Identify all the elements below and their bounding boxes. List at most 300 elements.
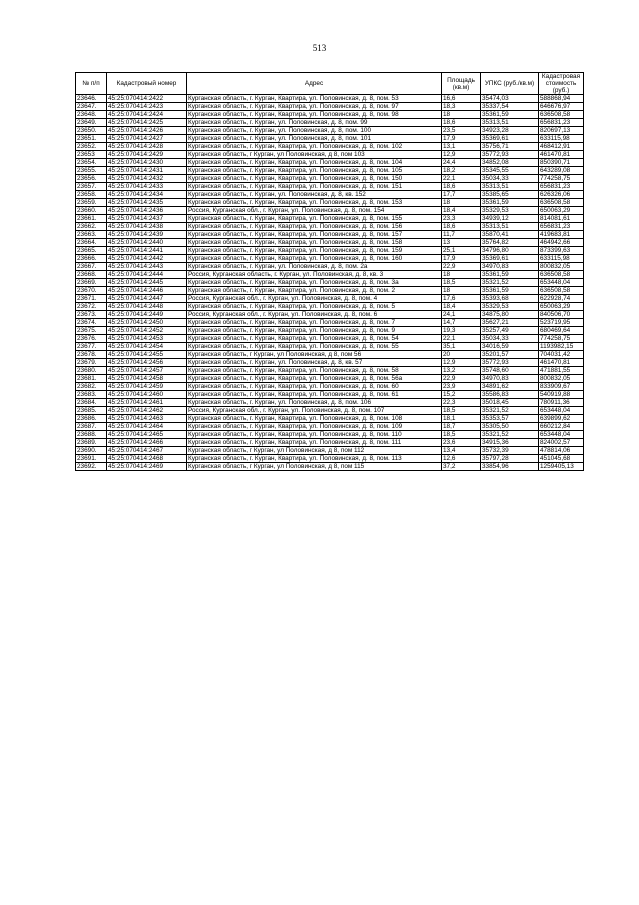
table-row bbox=[76, 199, 584, 207]
table-row bbox=[76, 143, 584, 151]
cadastral-number: 45:25:070414:2445 bbox=[107, 279, 187, 287]
table-row bbox=[76, 279, 584, 287]
cadastral-cost: 656831,23 bbox=[539, 183, 584, 191]
table-row bbox=[76, 383, 584, 391]
address: Курганская область, г. Курган, Квартира, ул. Половинская, д. 8, пом. 9 bbox=[187, 327, 442, 335]
cadastral-number: 45:25:070414:2432 bbox=[107, 175, 187, 183]
address: Курганская область, г. Курган, Квартира, ул. Половинская, д. 8, пом. 157 bbox=[187, 231, 442, 239]
cadastral-number: 45:25:070414:2439 bbox=[107, 231, 187, 239]
area: 17,6 bbox=[442, 295, 481, 303]
cadastral-number: 45:25:070414:2425 bbox=[107, 119, 187, 127]
table-row bbox=[76, 103, 584, 111]
row-number: 23648. bbox=[76, 111, 107, 119]
table-row bbox=[76, 135, 584, 143]
cadastral-cost: 656831,23 bbox=[539, 119, 584, 127]
table-row bbox=[76, 311, 584, 319]
cadastral-cost: 650063,29 bbox=[539, 207, 584, 215]
table-row bbox=[76, 119, 584, 127]
cadastral-number: 45:25:070414:2463 bbox=[107, 415, 187, 423]
area: 12,9 bbox=[442, 359, 481, 367]
cadastral-number: 45:25:070414:2450 bbox=[107, 319, 187, 327]
area: 18,4 bbox=[442, 207, 481, 215]
table-row bbox=[76, 455, 584, 463]
table-row bbox=[76, 183, 584, 191]
area: 18,6 bbox=[442, 119, 481, 127]
table-row bbox=[76, 463, 584, 471]
table-row bbox=[76, 343, 584, 351]
cadastral-cost: 656831,23 bbox=[539, 223, 584, 231]
cadastral-cost: 461470,81 bbox=[539, 359, 584, 367]
address: Курганская область, г. Курган, ул. Половинская, д. 8, кв. 57 bbox=[187, 359, 442, 367]
area: 18,3 bbox=[442, 103, 481, 111]
row-number: 23681. bbox=[76, 375, 107, 383]
cadastral-number: 45:25:070414:2448 bbox=[107, 303, 187, 311]
upks: 35385,65 bbox=[481, 191, 539, 199]
row-number: 23687. bbox=[76, 423, 107, 431]
cadastral-cost: 643289,08 bbox=[539, 167, 584, 175]
address: Курганская область, г. Курган, ул. Половинская, д. 8, кв. 152 bbox=[187, 191, 442, 199]
address: Курганская область, г. Курган, Квартира, ул. Половинская, д. 8, пом. 98 bbox=[187, 111, 442, 119]
area: 15,2 bbox=[442, 391, 481, 399]
cadastral-cost: 653448,04 bbox=[539, 407, 584, 415]
cadastral-number: 45:25:070414:2458 bbox=[107, 375, 187, 383]
cadastral-cost: 774258,75 bbox=[539, 335, 584, 343]
area: 18,6 bbox=[442, 223, 481, 231]
upks: 35870,41 bbox=[481, 231, 539, 239]
row-number: 23658. bbox=[76, 191, 107, 199]
table-row bbox=[76, 223, 584, 231]
table-row bbox=[76, 207, 584, 215]
cadastral-number: 45:25:070414:2456 bbox=[107, 359, 187, 367]
upks: 34923,28 bbox=[481, 127, 539, 135]
upks: 35345,55 bbox=[481, 167, 539, 175]
upks: 35257,49 bbox=[481, 327, 539, 335]
table-header-row bbox=[76, 73, 584, 95]
cadastral-cost: 840506,70 bbox=[539, 311, 584, 319]
upks: 34939,12 bbox=[481, 215, 539, 223]
area: 20 bbox=[442, 351, 481, 359]
area: 22,3 bbox=[442, 399, 481, 407]
address: Курганская область, г. Курган, Квартира, ул. Половинская, д. 8, пом. 105 bbox=[187, 167, 442, 175]
row-number: 23672. bbox=[76, 303, 107, 311]
address: Курганская область, г Курган, ул Половинская, д 8, пом 115 bbox=[187, 463, 442, 471]
cadastral-number: 45:25:070414:2436 bbox=[107, 207, 187, 215]
upks: 34970,83 bbox=[481, 263, 539, 271]
area: 13,1 bbox=[442, 143, 481, 151]
cadastral-cost: 639899,62 bbox=[539, 415, 584, 423]
row-number: 23667. bbox=[76, 263, 107, 271]
table-row bbox=[76, 351, 584, 359]
upks: 34915,36 bbox=[481, 439, 539, 447]
upks: 35201,57 bbox=[481, 351, 539, 359]
cadastral-cost: 850390,71 bbox=[539, 159, 584, 167]
row-number: 23656. bbox=[76, 175, 107, 183]
address: Курганская область, г Курган, ул Половинская, д 8, пом 56 bbox=[187, 351, 442, 359]
upks: 34970,83 bbox=[481, 375, 539, 383]
address: Россия, Курганская обл., г. Курган, ул. Половинская, д. 8, пом. 107 bbox=[187, 407, 442, 415]
upks: 35313,51 bbox=[481, 223, 539, 231]
cadastral-number: 45:25:070414:2429 bbox=[107, 151, 187, 159]
table-row bbox=[76, 407, 584, 415]
upks: 35361,59 bbox=[481, 111, 539, 119]
table-body bbox=[76, 95, 584, 471]
row-number: 23646. bbox=[76, 95, 107, 103]
cadastral-cost: 1259405,13 bbox=[539, 463, 584, 471]
row-number: 23668. bbox=[76, 271, 107, 279]
cadastral-cost: 660212,84 bbox=[539, 423, 584, 431]
address: Курганская область, г. Курган, Квартира, ул. Половинская, д. 8, пом. 102 bbox=[187, 143, 442, 151]
address: Курганская область, г. Курган, Квартира, ул. Половинская, д. 8, пом. 113 bbox=[187, 455, 442, 463]
table-row bbox=[76, 287, 584, 295]
cadastral-cost: 451045,68 bbox=[539, 455, 584, 463]
table-row bbox=[76, 263, 584, 271]
upks: 35756,71 bbox=[481, 143, 539, 151]
table-row bbox=[76, 439, 584, 447]
area: 17,9 bbox=[442, 135, 481, 143]
cadastral-cost: 653448,04 bbox=[539, 279, 584, 287]
area: 24,4 bbox=[442, 159, 481, 167]
address: Курганская область, г. Курган, Квартира, ул. Половинская, д. 8, пом. 3а bbox=[187, 279, 442, 287]
upks: 35313,51 bbox=[481, 119, 539, 127]
address: Курганская область, г. Курган, Квартира, ул. Половинская, д. 8, пом. 155 bbox=[187, 215, 442, 223]
upks: 35627,21 bbox=[481, 319, 539, 327]
table-row bbox=[76, 319, 584, 327]
address: Курганская область, г. Курган, Квартира, ул. Половинская, д. 8, пом. 53 bbox=[187, 95, 442, 103]
cadastral-cost: 1193982,15 bbox=[539, 343, 584, 351]
cadastral-number: 45:25:070414:2431 bbox=[107, 167, 187, 175]
row-number: 23690. bbox=[76, 447, 107, 455]
cadastral-cost: 471881,55 bbox=[539, 367, 584, 375]
cadastral-cost: 419683,81 bbox=[539, 231, 584, 239]
cadastral-number: 45:25:070414:2446 bbox=[107, 287, 187, 295]
upks: 35797,28 bbox=[481, 455, 539, 463]
upks: 35369,61 bbox=[481, 135, 539, 143]
page-number: 513 bbox=[312, 43, 327, 53]
area: 18,5 bbox=[442, 279, 481, 287]
cadastral-cost: 680469,64 bbox=[539, 327, 584, 335]
row-number: 23675. bbox=[76, 327, 107, 335]
area: 23,3 bbox=[442, 215, 481, 223]
area: 17,7 bbox=[442, 191, 481, 199]
row-number: 23669. bbox=[76, 279, 107, 287]
cadastral-number: 45:25:070414:2441 bbox=[107, 247, 187, 255]
cadastral-cost: 636508,58 bbox=[539, 287, 584, 295]
address: Курганская область, г. Курган, Квартира, ул. Половинская, д. 8, пом. 110 bbox=[187, 431, 442, 439]
cadastral-number: 45:25:070414:2438 bbox=[107, 223, 187, 231]
row-number: 23679. bbox=[76, 359, 107, 367]
area: 14,7 bbox=[442, 319, 481, 327]
table-row bbox=[76, 127, 584, 135]
cadastral-cost: 653448,04 bbox=[539, 431, 584, 439]
table-row bbox=[76, 431, 584, 439]
area: 17,9 bbox=[442, 255, 481, 263]
upks: 35772,93 bbox=[481, 359, 539, 367]
area: 18,5 bbox=[442, 407, 481, 415]
row-number: 23665. bbox=[76, 247, 107, 255]
row-number: 23680. bbox=[76, 367, 107, 375]
area: 37,2 bbox=[442, 463, 481, 471]
table-row bbox=[76, 175, 584, 183]
cadastral-number: 45:25:070414:2454 bbox=[107, 343, 187, 351]
upks: 35321,52 bbox=[481, 431, 539, 439]
address: Курганская область, г. Курган, Квартира, ул. Половинская, д. 8, пом. 109 bbox=[187, 423, 442, 431]
row-number: 23670. bbox=[76, 287, 107, 295]
cadastral-number: 45:25:070414:2467 bbox=[107, 447, 187, 455]
cadastral-cost: 464942,66 bbox=[539, 239, 584, 247]
cadastral-number: 45:25:070414:2426 bbox=[107, 127, 187, 135]
row-number: 23691. bbox=[76, 455, 107, 463]
row-number: 23677. bbox=[76, 343, 107, 351]
address: Курганская область, г. Курган, ул. Половинская, д. 8, пом. 101 bbox=[187, 135, 442, 143]
area: 16,6 bbox=[442, 95, 481, 103]
table-row bbox=[76, 255, 584, 263]
row-number: 23671. bbox=[76, 295, 107, 303]
cadastral-cost: 523719,95 bbox=[539, 319, 584, 327]
address: Курганская область, г. Курган, Квартира, ул. Половинская, д. 8, пом. 5 bbox=[187, 303, 442, 311]
cadastral-number: 45:25:070414:2466 bbox=[107, 439, 187, 447]
cadastral-cost: 622928,74 bbox=[539, 295, 584, 303]
cadastral-cost: 646676,97 bbox=[539, 103, 584, 111]
cadastral-number: 45:25:070414:2447 bbox=[107, 295, 187, 303]
address: Курганская область, г Курган, ул Половинская, д 8, пом 112 bbox=[187, 447, 442, 455]
area: 22,9 bbox=[442, 263, 481, 271]
address: Курганская область, г. Курган, Квартира, ул. Половинская, д. 8, пом. 58 bbox=[187, 367, 442, 375]
area: 22,9 bbox=[442, 375, 481, 383]
upks: 35018,45 bbox=[481, 399, 539, 407]
row-number: 23684. bbox=[76, 399, 107, 407]
cadastral-number: 45:25:070414:2444 bbox=[107, 271, 187, 279]
area: 23,9 bbox=[442, 383, 481, 391]
table-row bbox=[76, 423, 584, 431]
address: Курганская область, г. Курган, Квартира, ул. Половинская, д. 8, пом. 158 bbox=[187, 239, 442, 247]
address: Курганская область, г. Курган, Квартира, ул. Половинская, д. 8, пом. 104 bbox=[187, 159, 442, 167]
area: 23,5 bbox=[442, 127, 481, 135]
address: Курганская область, г. Курган, Квартира, ул. Половинская, д. 8, пом. 55 bbox=[187, 343, 442, 351]
upks: 35764,82 bbox=[481, 239, 539, 247]
cadastral-number: 45:25:070414:2430 bbox=[107, 159, 187, 167]
table-row bbox=[76, 215, 584, 223]
cadastral-cost: 636508,58 bbox=[539, 271, 584, 279]
area: 18 bbox=[442, 111, 481, 119]
cadastral-number: 45:25:070414:2460 bbox=[107, 391, 187, 399]
table-row bbox=[76, 271, 584, 279]
column-header-cadastral-number: Кадастровый номер bbox=[107, 73, 187, 95]
area: 35,1 bbox=[442, 343, 481, 351]
column-header-address: Адрес bbox=[187, 73, 442, 95]
upks: 35474,03 bbox=[481, 95, 539, 103]
cadastral-cost: 833909,67 bbox=[539, 383, 584, 391]
address: Курганская область, г. Курган, Квартира, ул. Половинская, д. 8, пом. 160 bbox=[187, 255, 442, 263]
row-number: 23676. bbox=[76, 335, 107, 343]
upks: 34852,08 bbox=[481, 159, 539, 167]
row-number: 23660. bbox=[76, 207, 107, 215]
row-number: 23647. bbox=[76, 103, 107, 111]
area: 18,5 bbox=[442, 431, 481, 439]
area: 18,1 bbox=[442, 415, 481, 423]
area: 24,1 bbox=[442, 311, 481, 319]
upks: 35361,59 bbox=[481, 271, 539, 279]
row-number: 23659. bbox=[76, 199, 107, 207]
row-number: 23652. bbox=[76, 143, 107, 151]
cadastral-cost: 824002,57 bbox=[539, 439, 584, 447]
upks: 35034,33 bbox=[481, 335, 539, 343]
address: Россия, Курганская область, г. Курган, ул. Половинская, д. 8, кв. 3 bbox=[187, 271, 442, 279]
table-row bbox=[76, 399, 584, 407]
area: 13,2 bbox=[442, 367, 481, 375]
cadastral-cost: 588868,94 bbox=[539, 95, 584, 103]
cadastral-number: 45:25:070414:2455 bbox=[107, 351, 187, 359]
table-row bbox=[76, 247, 584, 255]
address: Курганская область, г. Курган, ул. Половинская, д. 8, пом. 2а bbox=[187, 263, 442, 271]
cadastral-cost: 820697,13 bbox=[539, 127, 584, 135]
upks: 35034,33 bbox=[481, 175, 539, 183]
cadastral-cost: 478814,06 bbox=[539, 447, 584, 455]
cadastral-number: 45:25:070414:2452 bbox=[107, 327, 187, 335]
cadastral-value-table bbox=[75, 72, 584, 471]
address: Курганская область, г. Курган, Квартира, ул. Половинская, д. 8, пом. 151 bbox=[187, 183, 442, 191]
area: 13,4 bbox=[442, 447, 481, 455]
area: 11,7 bbox=[442, 231, 481, 239]
address: Курганская область, г. Курган, Квартира, ул. Половинская, д. 8, пом. 111 bbox=[187, 439, 442, 447]
cadastral-cost: 800832,05 bbox=[539, 263, 584, 271]
area: 18 bbox=[442, 271, 481, 279]
address: Курганская область, г. Курган, Квартира, ул. Половинская, д. 8, пом. 159 bbox=[187, 247, 442, 255]
column-header-upks: УПКС (руб./кв.м) bbox=[481, 73, 539, 95]
area: 25,1 bbox=[442, 247, 481, 255]
cadastral-number: 45:25:070414:2435 bbox=[107, 199, 187, 207]
cadastral-cost: 704031,42 bbox=[539, 351, 584, 359]
table-row bbox=[76, 231, 584, 239]
upks: 34016,59 bbox=[481, 343, 539, 351]
area: 22,1 bbox=[442, 335, 481, 343]
upks: 35337,54 bbox=[481, 103, 539, 111]
table-row bbox=[76, 111, 584, 119]
row-number: 23653 bbox=[76, 151, 107, 159]
cadastral-number: 45:25:070414:2449 bbox=[107, 311, 187, 319]
upks: 35586,83 bbox=[481, 391, 539, 399]
cadastral-cost: 814081,61 bbox=[539, 215, 584, 223]
row-number: 23686. bbox=[76, 415, 107, 423]
row-number: 23662. bbox=[76, 223, 107, 231]
address: Курганская область, г. Курган, Квартира, ул. Половинская, д. 8, пом. 153 bbox=[187, 199, 442, 207]
address: Курганская область, г. Курган, Квартира, ул. Половинская, д. 8, пом. 150 bbox=[187, 175, 442, 183]
address: Курганская область, г. Курган, ул. Половинская, д. 8, пом. 100 bbox=[187, 127, 442, 135]
cadastral-number: 45:25:070414:2442 bbox=[107, 255, 187, 263]
address: Курганская область, г. Курган, Квартира, ул. Половинская, д. 8, пом. 156 bbox=[187, 223, 442, 231]
cadastral-number: 45:25:070414:2461 bbox=[107, 399, 187, 407]
upks: 34891,62 bbox=[481, 383, 539, 391]
cadastral-number: 45:25:070414:2469 bbox=[107, 463, 187, 471]
row-number: 23651. bbox=[76, 135, 107, 143]
upks: 35361,59 bbox=[481, 287, 539, 295]
column-header-area: Площадь (кв.м) bbox=[442, 73, 481, 95]
cadastral-cost: 800832,05 bbox=[539, 375, 584, 383]
cadastral-cost: 774258,75 bbox=[539, 175, 584, 183]
area: 18 bbox=[442, 287, 481, 295]
cadastral-cost: 636508,58 bbox=[539, 111, 584, 119]
cadastral-cost: 461470,81 bbox=[539, 151, 584, 159]
row-number: 23682. bbox=[76, 383, 107, 391]
cadastral-number: 45:25:070414:2462 bbox=[107, 407, 187, 415]
address: Россия, Курганская обл., г. Курган, ул. Половинская, д. 8, пом. 4 bbox=[187, 295, 442, 303]
cadastral-number: 45:25:070414:2423 bbox=[107, 103, 187, 111]
column-header-number: № п/п bbox=[76, 73, 107, 95]
address: Курганская область, г. Курган, ул. Половинская, д. 8, пом. 106 bbox=[187, 399, 442, 407]
upks: 35321,52 bbox=[481, 407, 539, 415]
column-header-cadastral-cost: Кадастровая стоимость (руб.) bbox=[539, 73, 584, 95]
area: 18 bbox=[442, 199, 481, 207]
area: 18,2 bbox=[442, 167, 481, 175]
cadastral-number: 45:25:070414:2457 bbox=[107, 367, 187, 375]
row-number: 23661. bbox=[76, 215, 107, 223]
upks: 35361,59 bbox=[481, 199, 539, 207]
table-row bbox=[76, 295, 584, 303]
upks: 35369,61 bbox=[481, 255, 539, 263]
cadastral-number: 45:25:070414:2428 bbox=[107, 143, 187, 151]
table-row bbox=[76, 95, 584, 103]
upks: 34875,80 bbox=[481, 311, 539, 319]
row-number: 23673. bbox=[76, 311, 107, 319]
row-number: 23663. bbox=[76, 231, 107, 239]
row-number: 23674. bbox=[76, 319, 107, 327]
table-row bbox=[76, 191, 584, 199]
cadastral-number: 45:25:070414:2422 bbox=[107, 95, 187, 103]
area: 12,9 bbox=[442, 151, 481, 159]
cadastral-cost: 873399,63 bbox=[539, 247, 584, 255]
cadastral-number: 45:25:070414:2433 bbox=[107, 183, 187, 191]
table-row bbox=[76, 447, 584, 455]
table-row bbox=[76, 391, 584, 399]
address: Курганская область, г. Курган, Квартира, ул. Половинская, д. 8, пом. 2 bbox=[187, 287, 442, 295]
upks: 35732,39 bbox=[481, 447, 539, 455]
table-row bbox=[76, 327, 584, 335]
upks: 35329,53 bbox=[481, 303, 539, 311]
table-row bbox=[76, 167, 584, 175]
row-number: 23655. bbox=[76, 167, 107, 175]
address: Курганская область, г Курган, ул Половинская, д 8, пом 103 bbox=[187, 151, 442, 159]
cadastral-number: 45:25:070414:2434 bbox=[107, 191, 187, 199]
cadastral-number: 45:25:070414:2465 bbox=[107, 431, 187, 439]
upks: 35305,50 bbox=[481, 423, 539, 431]
row-number: 23664. bbox=[76, 239, 107, 247]
cadastral-cost: 540919,88 bbox=[539, 391, 584, 399]
upks: 35321,52 bbox=[481, 279, 539, 287]
table-row bbox=[76, 367, 584, 375]
row-number: 23650. bbox=[76, 127, 107, 135]
upks: 35772,93 bbox=[481, 151, 539, 159]
address: Россия, Курганская обл., г. Курган, ул. Половинская, д. 8, пом. 154 bbox=[187, 207, 442, 215]
cadastral-number: 45:25:070414:2453 bbox=[107, 335, 187, 343]
cadastral-cost: 650063,29 bbox=[539, 303, 584, 311]
row-number: 23692. bbox=[76, 463, 107, 471]
cadastral-cost: 468412,91 bbox=[539, 143, 584, 151]
cadastral-number: 45:25:070414:2464 bbox=[107, 423, 187, 431]
row-number: 23657. bbox=[76, 183, 107, 191]
cadastral-number: 45:25:070414:2440 bbox=[107, 239, 187, 247]
cadastral-number: 45:25:070414:2437 bbox=[107, 215, 187, 223]
address: Курганская область, г. Курган, Квартира, ул. Половинская, д. 8, пом. 108 bbox=[187, 415, 442, 423]
cadastral-number: 45:25:070414:2468 bbox=[107, 455, 187, 463]
cadastral-cost: 636508,58 bbox=[539, 199, 584, 207]
address: Курганская область, г. Курган, Квартира, ул. Половинская, д. 8, пом. 60 bbox=[187, 383, 442, 391]
row-number: 23683. bbox=[76, 391, 107, 399]
table-row bbox=[76, 151, 584, 159]
upks: 35748,60 bbox=[481, 367, 539, 375]
area: 22,1 bbox=[442, 175, 481, 183]
upks: 34796,80 bbox=[481, 247, 539, 255]
area: 13 bbox=[442, 239, 481, 247]
table-row bbox=[76, 359, 584, 367]
